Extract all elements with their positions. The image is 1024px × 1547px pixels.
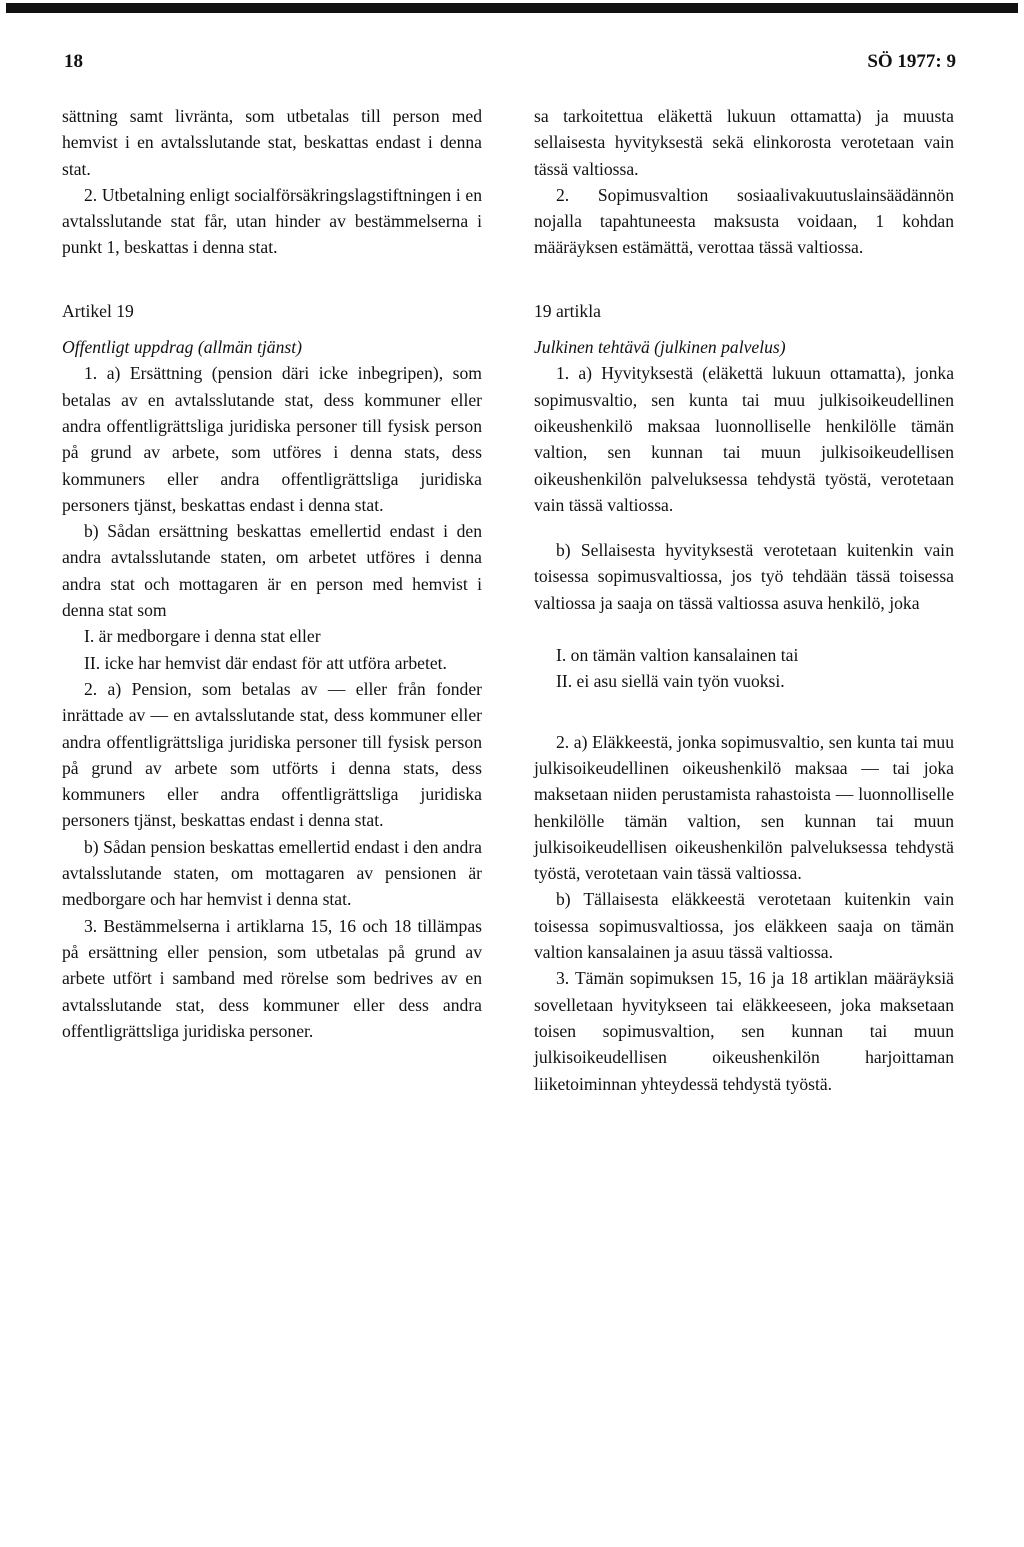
paragraph-1b: b) Sådan ersättning beskattas emellertid endast i den andra avtalsslutande staten, om arbetet utföres i denna andra stat och mottagaren är en person med hemvist i denna stat som <box>62 521 482 621</box>
paragraph-2: 2. Utbetalning enligt socialförsäkringslagstiftningen i en avtalsslutande stat får, utan hinder av bestämmelserna i punkt 1, beskattas i denna stat. <box>62 184 482 258</box>
paragraph-1a: 1. a) Ersättning (pension däri icke inbegripen), som betalas av en avtalsslutande stat, dess kommuner eller andra offentligrättsliga juridiska personer till fysisk person på grund av arbete, som utföres i denna stats, dess kommuners eller andra offentligrättsliga juridiska personers tjänst, beskattas endast i denna stat. <box>62 363 482 515</box>
intro-paragraph: sättning samt livränta, som utbetalas till person med hemvist i en avtalsslutande stat, beskattas endast i denna stat. <box>62 106 482 179</box>
paragraph-2b: b) Sådan pension beskattas emellertid endast i den andra avtalsslutande staten, om mottagaren av pensionen är medborgare och har hemvist i denna stat. <box>62 836 482 910</box>
document-reference: SÖ 1977: 9 <box>867 51 956 72</box>
paragraph-3: 3. Tämän sopimuksen 15, 16 ja 18 artiklan määräyksiä sovelletaan hyvitykseen tai eläkkeeseen, joka maksetaan toisen sopimusvaltion, sen kunnan tai muun julkisoikeudellisen oikeushenkilön harjoittaman liiketoiminnan yhteydessä tehdystä työstä. <box>534 968 954 1094</box>
paragraph-1a: 1. a) Hyvityksestä (eläkettä lukuun ottamatta), jonka sopimusvaltio, sen kunta tai muu julkisoikeudellinen oikeushenkilö maksaa luonnolliselle henkilölle tämän valtion, sen kunnan tai muun julkisoikeudellisen oikeushenkilön palveluksessa tehdystä työstä, verotetaan vain tässä valtiossa. <box>534 363 954 515</box>
paragraph-3: 3. Bestämmelserna i artiklarna 15, 16 och 18 tillämpas på ersättning eller pension, som utbetalas på grund av arbete utfört i samband med rörelse som bedrives av en avtalsslutande stat, dess kommuner eller dess andra offentligrättsliga juridiska personer. <box>62 915 482 1041</box>
paragraph-2a: 2. a) Eläkkeestä, jonka sopimusvaltio, sen kunta tai muu julkisoikeudellinen oikeushenkilö maksaa — tai joka maksetaan niiden perustamista rahastoista — luonnolliselle henkilölle tämän valtion, sen kunnan tai muun julkisoikeudellisen oikeushenkilön palveluksessa tehdystä työstä, verotetaan vain tässä valtiossa. <box>534 731 954 884</box>
paragraph-1b-item-i: I. on tämän valtion kansalainen tai <box>556 645 799 666</box>
paragraph-2a: 2. a) Pension, som betalas av — eller från fonder inrättade av — en avtalsslutande stat, dess kommuner eller andra offentligrättsliga juridiska personer till fysisk person på grund av arbete som utförts i denna stats, dess kommuners eller andra offentligrättsliga juridiska personers tjänst, beskattas endast i denna stat. <box>62 678 482 831</box>
page-number: 18 <box>64 51 83 72</box>
paragraph-1b-item-ii: II. icke har hemvist där endast för att utföra arbetet. <box>84 652 447 673</box>
paragraph-1b-item-i: I. är medborgare i denna stat eller <box>84 626 321 647</box>
paragraph-1b: b) Sellaisesta hyvityksestä verotetaan kuitenkin vain toisessa sopimusvaltiossa, jos työ tehdään tässä toisessa valtiossa ja saaja on tässä valtiossa asuva henkilö, joka <box>534 540 954 613</box>
intro-paragraph: sa tarkoitettua eläkettä lukuun ottamatta) ja muusta sellaisesta hyvityksestä sekä elinkorosta verotetaan vain tässä valtiossa. <box>534 106 954 179</box>
article-subheading: Offentligt uppdrag (allmän tjänst) <box>62 337 302 358</box>
paragraph-2b: b) Tällaisesta eläkkeestä verotetaan kuitenkin vain toisessa sopimusvaltiossa, jos eläkkeen saaja on tämän valtion kansalainen ja asuu tässä valtiossa. <box>534 889 954 963</box>
article-heading: Artikel 19 <box>62 300 134 321</box>
paragraph-2: 2. Sopimusvaltion sosiaalivakuutuslainsäädännön nojalla tapahtuneesta maksusta voidaan, 1 kohdan määräyksen estämättä, verottaa tässä valtiossa. <box>534 184 954 258</box>
finnish-column <box>534 103 954 1097</box>
scan-top-border <box>6 3 1018 13</box>
swedish-column <box>62 103 482 1044</box>
article-subheading: Julkinen tehtävä (julkinen palvelus) <box>534 337 786 358</box>
paragraph-1b-item-ii: II. ei asu siellä vain työn vuoksi. <box>556 671 785 692</box>
article-heading: 19 artikla <box>534 300 601 321</box>
